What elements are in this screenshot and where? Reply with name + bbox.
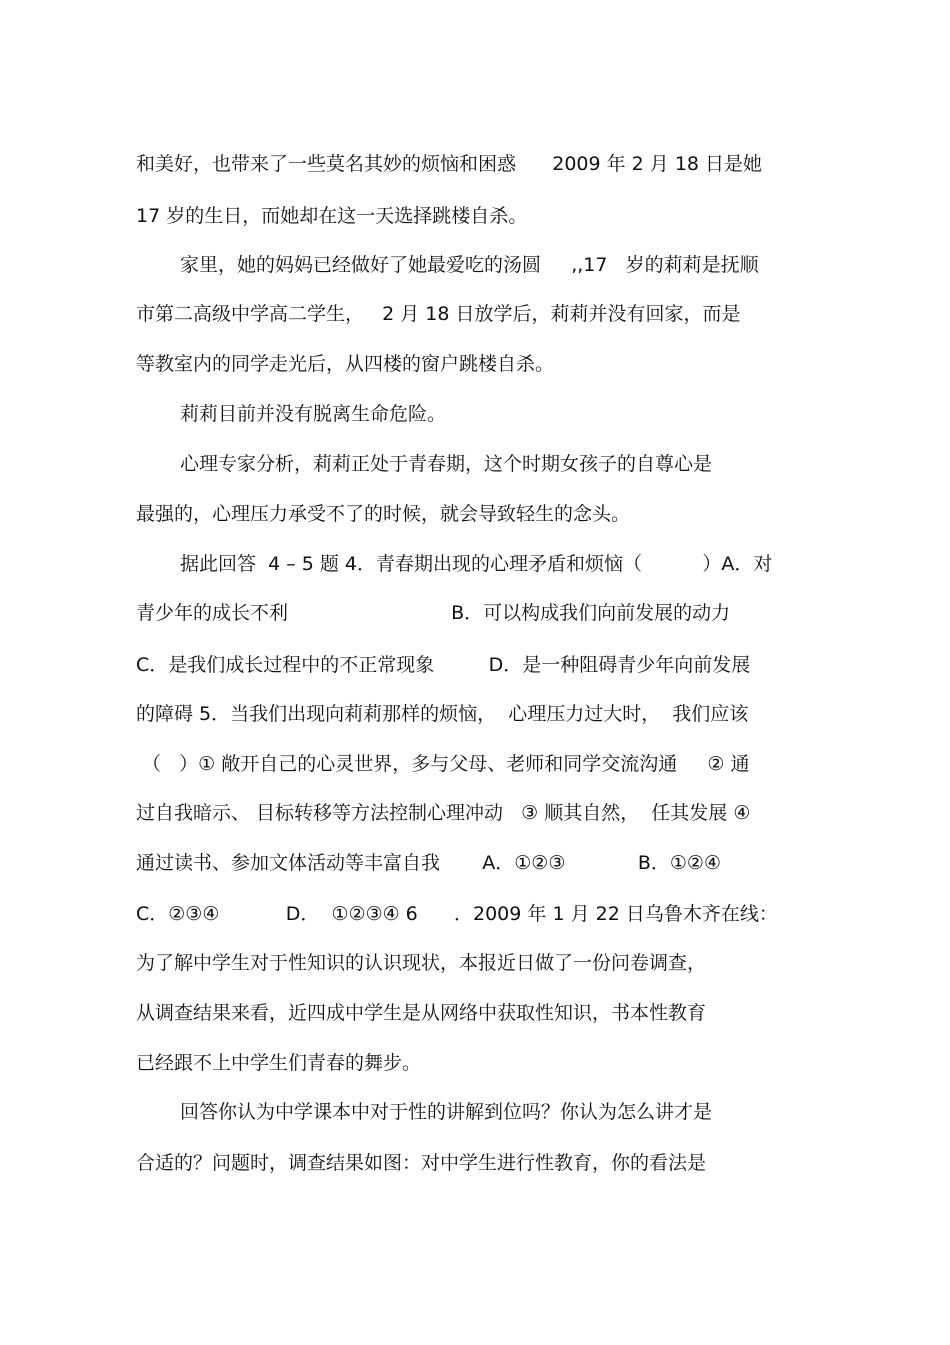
- text-line-19: 已经跟不上中学生们青春的舞步。: [136, 1052, 422, 1074]
- text-line-9: 据此回答 4 – 5 题 4．青春期出现的心理矛盾和烦恼（ ）A．对: [180, 553, 773, 575]
- text-line-12: 的障碍 5．当我们出现向莉莉那样的烦恼， 心理压力过大时， 我们应该: [136, 703, 749, 725]
- text-line-10: 青少年的成长不利 B．可以构成我们向前发展的动力: [136, 602, 731, 624]
- text-line-16: C．②③④ D． ①②③④ 6 ．2009 年 1 月 22 日乌鲁木齐在线：: [136, 903, 778, 925]
- text-line-11: C．是我们成长过程中的不正常现象 D．是一种阻碍青少年向前发展: [136, 654, 751, 676]
- text-line-1: 和美好，也带来了一些莫名其妙的烦恼和困惑 2009 年 2 月 18 日是她: [136, 153, 763, 175]
- text-line-15: 通过读书、参加文体活动等丰富自我 A．①②③ B．①②④: [136, 852, 721, 874]
- text-line-5: 等教室内的同学走光后，从四楼的窗户跳楼自杀。: [136, 353, 555, 375]
- text-line-17: 为了解中学生对于性知识的认识现状，本报近日做了一份问卷调查，: [136, 952, 707, 974]
- text-line-20: 回答你认为中学课本中对于性的讲解到位吗？你认为怎么讲才是: [180, 1101, 713, 1123]
- text-line-6: 莉莉目前并没有脱离生命危险。: [180, 403, 447, 425]
- text-line-7: 心理专家分析，莉莉正处于青春期，这个时期女孩子的自尊心是: [180, 453, 713, 475]
- text-line-14: 过自我暗示、 目标转移等方法控制心理冲动 ③ 顺其自然， 任其发展 ④: [136, 802, 751, 824]
- text-line-18: 从调查结果来看，近四成中学生是从网络中获取性知识，书本性教育: [136, 1002, 707, 1024]
- text-line-2: 17 岁的生日，而她却在这一天选择跳楼自杀。: [136, 205, 528, 227]
- text-line-8: 最强的，心理压力承受不了的时候，就会导致轻生的念头。: [136, 503, 631, 525]
- text-line-13: （ ）① 敞开自己的心灵世界，多与父母、老师和同学交流沟通 ② 通: [136, 753, 750, 775]
- text-line-21: 合适的？问题时，调查结果如图：对中学生进行性教育，你的看法是: [136, 1152, 707, 1174]
- text-line-3: 家里，她的妈妈已经做好了她最爱吃的汤圆 ,,17 岁的莉莉是抚顺: [180, 254, 759, 276]
- text-line-4: 市第二高级中学高二学生， 2 月 18 日放学后，莉莉并没有回家，而是: [136, 303, 741, 325]
